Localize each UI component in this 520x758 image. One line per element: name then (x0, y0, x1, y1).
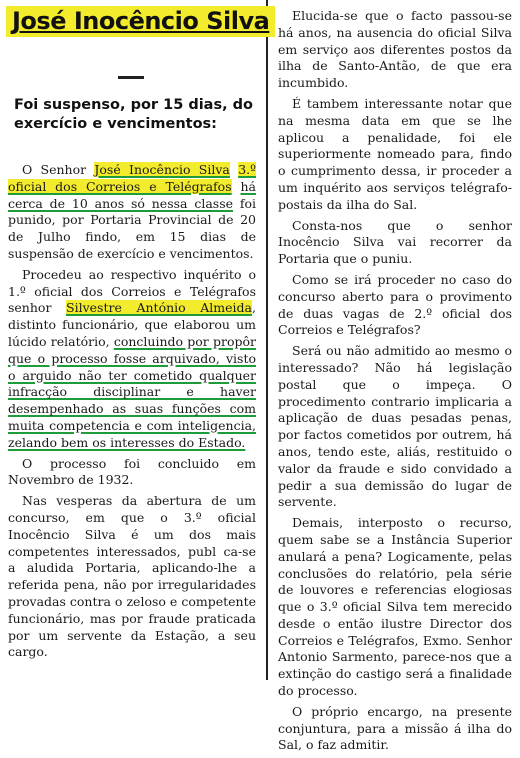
paragraph: Demais, interposto o recurso, quem sabe se a Instância Superior anulará a pena? Logicamente, pelas conclusões do relatório, pela série de louvores e referencias elogiosas que o 3.º oficial Silva tem merecido desde o então ilustre Director dos Correios e Telégrafos, Exmo. Senhor Antonio Sarmento, parece-nos que a extinção do castigo será a finalidade do processo. (278, 515, 512, 699)
paragraph: Nas vesperas da abertura de um concurso, em que o 3.º oficial Inocêncio Silva é um dos mais competentes interessados, publ ca-se a aludida Portaria, aplicando-lhe a referida pena, não por irregularidades provadas contra o zeloso e competente funcionário, mas por fraude praticada por um servente da Estação, a seu cargo. (8, 493, 256, 660)
headline: José Inocêncio Silva (6, 6, 275, 37)
text-run: O Senhor (22, 162, 95, 177)
paragraph: É tambem interessante notar que na mesma data em que se lhe aplicou a penalidade, foi ele superiormente nomeado para, findo o cumprimento dessa, ir proceder a um inquérito aos serviços telégrafo-postais da ilha do Sal. (278, 95, 512, 212)
paragraph: Será ou não admitido ao mesmo o interessado? Não há legislação postal que o impeça. O procedimento contrario implicaria a aplicação de duas pesadas penas, por factos cometidos por outrem, há anos, tendo este, aliás, restituido o valor da fraude e sido convidado a pedir a sua demissão do lugar de servente. (278, 343, 512, 510)
headline-separator (118, 76, 144, 79)
text-run: Procedeu ao respectivo inquérito o 1.º oficial dos Correios e Telégrafos senhor (8, 266, 256, 316)
highlighted-role: 3.º oficial dos Correios e Telégrafos (8, 162, 256, 194)
underlined-text: concluindo por propôr que o processo fosse arquivado, visto o arguido não ter cometido qualquer infracção disciplinar e haver desempenhado as suas funções com muita competencia e com inteligencia, zelando bem os interesses do Estado. (8, 333, 256, 450)
column-divider (266, 0, 268, 680)
paragraph (8, 162, 256, 263)
highlighted-name: Silvestre António Almeida (66, 300, 253, 316)
text-run: foi punido, por Portaria Provincial de 20 de Julho findo, em 15 dias de suspensão de exercício e vencimentos. (8, 195, 257, 261)
headline-box (6, 6, 275, 37)
paragraph: Como se irá proceder no caso do concurso aberto para o provimento de duas vagas de 2.º oficial dos Correios e Telégrafos? (278, 271, 512, 338)
left-column-text (8, 162, 256, 665)
subheading: Foi suspenso, por 15 dias, do exercício e vencimentos: (14, 97, 253, 132)
text-run (230, 162, 238, 177)
highlighted-name: José Inocêncio Silva (94, 162, 230, 177)
paragraph (8, 267, 256, 452)
paragraph: Consta-nos que o senhor Inocêncio Silva vai recorrer da Portaria que o puniu. (278, 217, 512, 267)
right-column-text (278, 8, 512, 758)
paragraph: Elucida-se que o facto passou-se há anos, na ausencia do oficial Silva em serviço aos diferentes postos da ilha de Santo-Antão, de que era incumbido. (278, 8, 512, 91)
underlined-text: há cerca de 10 anos só nessa classe (8, 178, 256, 211)
text-run: , distinto funcionário, que elaborou um lúcido relatório, (8, 300, 256, 349)
paragraph: O próprio encargo, na presente conjuntura, para a missão á ilha do Sal, o faz admitir. (278, 703, 512, 753)
paragraph: O processo foi concluido em Novembro de 1932. (8, 455, 256, 488)
